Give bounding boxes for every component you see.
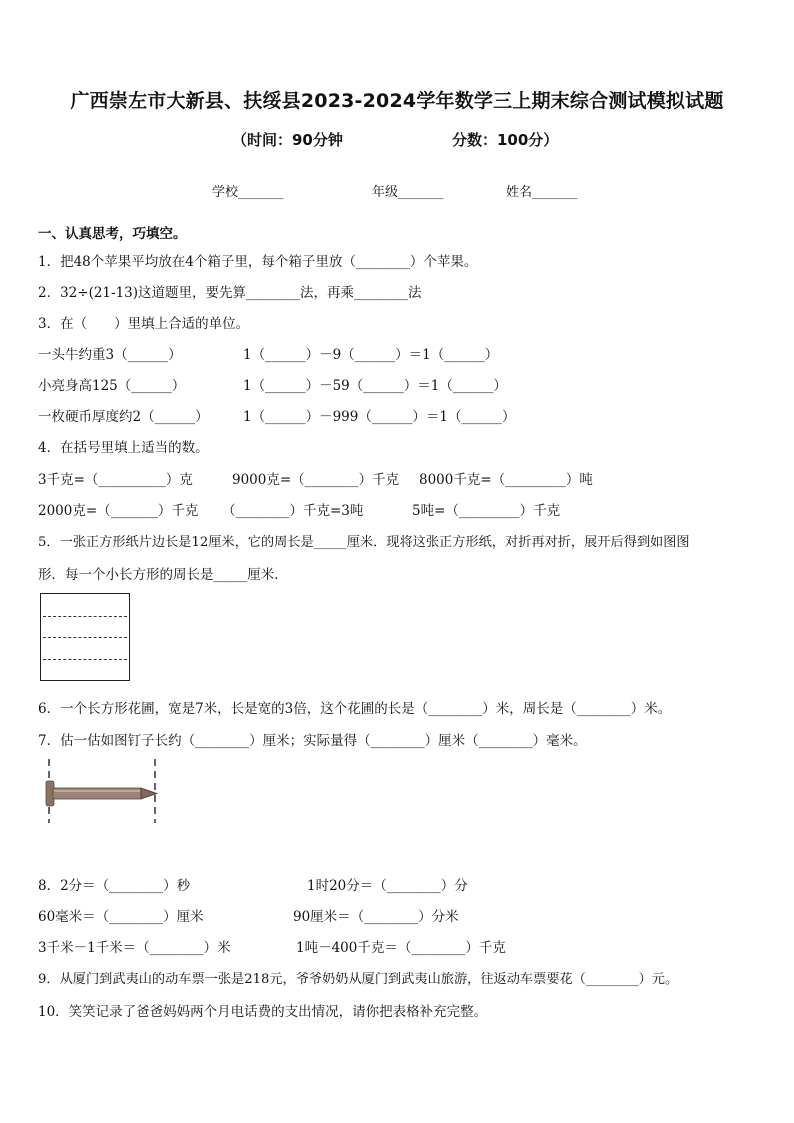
- question-3c-right: 1（______）－999（______）＝1（______）: [243, 409, 516, 425]
- question-4a-2: 9000克=（________）千克: [232, 472, 400, 488]
- question-8b-2: 90厘米＝（________）分米: [293, 909, 459, 925]
- question-3b-left: 小亮身高125（______）: [38, 378, 186, 394]
- question-5-line1: 5．一张正方形纸片边长是12厘米，它的周长是_____厘米．现将这张正方形纸，对折再对折，展开后得到如图图: [38, 535, 690, 550]
- question-4: 4．在括号里填上适当的数。: [38, 440, 209, 456]
- time-label: （时间：90分钟: [232, 131, 343, 149]
- question-8a-1: 8．2分＝（________）秒: [38, 878, 191, 894]
- question-9: 9．从厦门到武夷山的动车票一张是218元，爷爷奶奶从厦门到武夷山旅游，往返动车票要花（________）元。: [38, 972, 679, 987]
- question-3b-right: 1（______）－59（______）＝1（______）: [243, 378, 507, 394]
- question-8c-1: 3千米－1千米＝（________）米: [38, 940, 231, 956]
- question-3: 3．在（ ）里填上合适的单位。: [38, 316, 250, 332]
- question-4a-1: 3千克=（__________）克: [38, 472, 193, 488]
- question-4b-1: 2000克=（_______）千克: [38, 503, 199, 519]
- question-2: 2．32÷(21-13)这道题里，要先算________法，再乘________法: [38, 285, 422, 301]
- fold-line: [43, 659, 127, 660]
- fold-line: [43, 616, 127, 617]
- name-field: 姓名_______: [506, 185, 578, 200]
- question-4b-3: 5吨=（_________）千克: [412, 503, 561, 519]
- question-8c-2: 1吨－400千克＝（________）千克: [296, 940, 506, 956]
- question-4a-3: 8000千克=（_________）吨: [419, 472, 593, 488]
- page-title: 广西崇左市大新县、扶绥县2023-2024学年数学三上期末综合测试模拟试题: [70, 90, 724, 112]
- school-field: 学校_______: [212, 185, 284, 200]
- question-3a-right: 1（______）－9（______）＝1（______）: [243, 347, 499, 363]
- question-8a-2: 1时20分＝（________）分: [307, 878, 468, 894]
- question-4b-2: （________）千克=3吨: [222, 503, 364, 519]
- nail-shaft-icon: [53, 788, 141, 799]
- fold-line: [43, 637, 127, 638]
- question-6: 6．一个长方形花圃，宽是7米，长是宽的3倍，这个花圃的长是（________）米，周长是（________）米。: [38, 701, 672, 717]
- grade-field: 年级_______: [372, 185, 444, 200]
- question-8b-1: 60毫米＝（________）厘米: [38, 909, 204, 925]
- section-heading: 一、认真思考，巧填空。: [38, 226, 187, 242]
- score-label: 分数：100分）: [452, 131, 559, 149]
- question-10: 10．笑笑记录了爸爸妈妈两个月电话费的支出情况，请你把表格补充完整。: [38, 1004, 488, 1020]
- question-7: 7．估一估如图钉子长约（________）厘米；实际量得（________）厘米（________）毫米。: [38, 733, 587, 749]
- question-1: 1．把48个苹果平均放在4个箱子里，每个箱子里放（________）个苹果。: [38, 254, 478, 270]
- question-5-line2: 形．每一个小长方形的周长是_____厘米．: [38, 567, 288, 583]
- question-3a-left: 一头牛约重3（______）: [38, 347, 182, 363]
- question-3c-left: 一枚硬币厚度约2（______）: [38, 409, 209, 425]
- nail-figure: [40, 757, 164, 825]
- folded-square-figure: [40, 593, 130, 681]
